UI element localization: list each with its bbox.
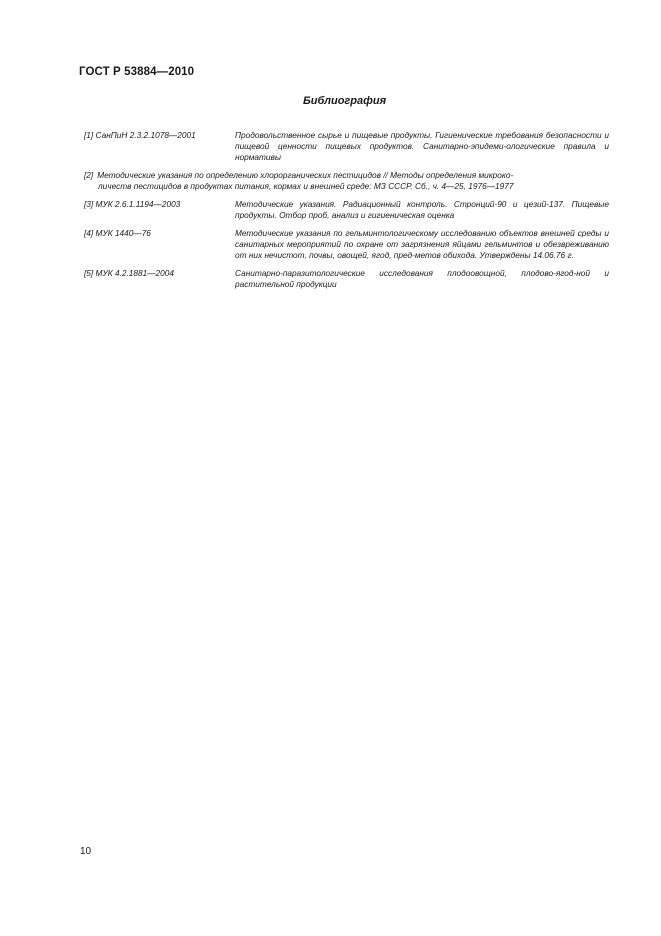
bibliography-entry-5 (84, 268, 609, 290)
bibliography-description: Методические указания по гельминтологическому исследованию объектов внешней среды и санитарных мероприятий по охране от загрязнения яйцами гельминтов и обезвреживанию от них нечистот, почвы, овощей, ягод, пред-метов обихода. Утверждены 14.06.76 г. (235, 228, 609, 260)
bibliography-entry-2 (84, 170, 609, 192)
bibliography-list (84, 130, 609, 297)
bibliography-ref: [4] МУК 1440—76 (84, 228, 151, 238)
bibliography-description-line-1: Методические указания по определению хлорорганических пестицидов // Методы определения микроко- (97, 170, 514, 180)
bibliography-ref: [2] (84, 170, 94, 180)
bibliography-ref: [3] МУК 2.6.1.1194—2003 (84, 199, 181, 209)
section-title: Библиография (302, 95, 387, 107)
bibliography-entry-4 (84, 228, 609, 261)
bibliography-entry-3 (84, 199, 609, 221)
bibliography-description-line-2: личеств пестицидов в продуктах питания, кормах и внешней среде: МЗ СССР. Сб., ч. 4—25, 1976—1977 (98, 181, 514, 191)
bibliography-ref: [1] СанПиН 2.3.2.1078—2001 (84, 130, 196, 140)
bibliography-description: Санитарно-паразитологические исследования плодоовощной, плодово-ягод-ной и растительной продукции (235, 268, 609, 289)
page-number: 10 (80, 846, 92, 857)
bibliography-entry-1 (84, 130, 609, 163)
bibliography-description: Методические указания. Радиационный контроль. Стронций-90 и цезий-137. Пищевые продукты. Отбор проб, анализ и гигиеническая оценка (235, 199, 609, 220)
standard-id-header: ГОСТ Р 53884—2010 (79, 66, 195, 78)
bibliography-ref: [5] МУК 4.2.1881—2004 (84, 268, 174, 278)
bibliography-description: Продовольственное сырье и пищевые продукты. Гигиенические требования безопасности и пищевой ценности пищевых продуктов. Санитарно-эпидеми-ологические правила и нормативы (235, 130, 609, 162)
